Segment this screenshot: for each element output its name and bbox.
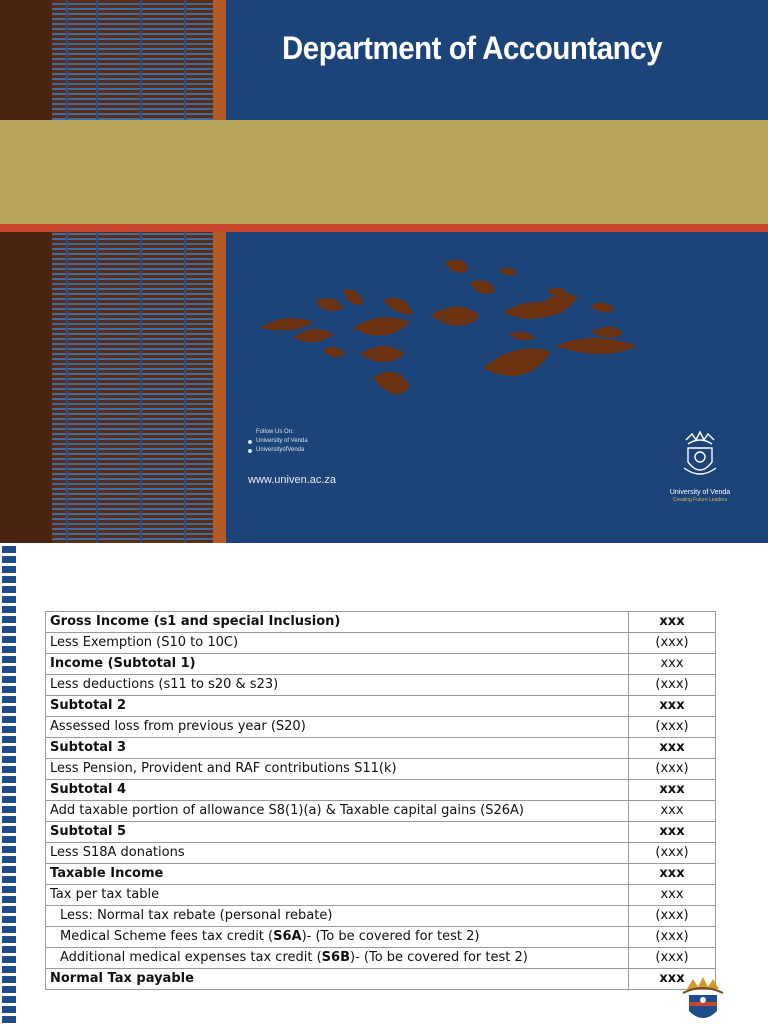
row-label: Less Pension, Provident and RAF contributions S11(k) — [46, 759, 629, 780]
social-instagram[interactable] — [248, 446, 308, 455]
row-amount: (xxx) — [629, 927, 716, 948]
row-label: Gross Income (s1 and special Inclusion) — [46, 612, 629, 633]
row-label: Normal Tax payable — [46, 969, 629, 990]
pattern-divider — [140, 0, 142, 543]
woven-pattern — [52, 0, 225, 543]
tax-computation-table — [45, 611, 716, 990]
row-label: Assessed loss from previous year (S20) — [46, 717, 629, 738]
row-label: Less S18A donations — [46, 843, 629, 864]
table-row — [46, 780, 716, 801]
row-amount: xxx — [629, 885, 716, 906]
row-label: Less deductions (s11 to s20 & s23) — [46, 675, 629, 696]
table-row — [46, 654, 716, 675]
row-amount: (xxx) — [629, 717, 716, 738]
row-label-pre: Medical Scheme fees tax credit ( — [60, 929, 274, 944]
table-row — [46, 801, 716, 822]
row-label: Subtotal 5 — [46, 822, 629, 843]
row-amount: xxx — [629, 612, 716, 633]
row-label: Taxable Income — [46, 864, 629, 885]
table-row — [46, 864, 716, 885]
row-label — [50, 927, 479, 947]
row-label-section: S6B — [321, 950, 350, 965]
row-label-section: S6A — [273, 929, 302, 944]
brown-shapes-decoration — [255, 250, 655, 410]
left-square-border — [2, 546, 16, 1024]
red-band — [0, 224, 768, 232]
dark-brown-strip — [0, 0, 52, 543]
row-amount: xxx — [629, 654, 716, 675]
row-label: Less: Normal tax rebate (personal rebate) — [60, 908, 333, 923]
row-amount: (xxx) — [629, 843, 716, 864]
row-amount: (xxx) — [629, 759, 716, 780]
row-label-cell — [46, 906, 629, 927]
university-logo — [660, 430, 740, 503]
social-follow-block — [248, 428, 308, 455]
row-label: Less Exemption (S10 to 10C) — [46, 633, 629, 654]
table-row — [46, 633, 716, 654]
table-row — [46, 717, 716, 738]
social-label: University of Venda — [256, 438, 308, 444]
row-label-cell — [46, 927, 629, 948]
row-label — [50, 948, 528, 968]
table-row — [46, 759, 716, 780]
row-amount: (xxx) — [629, 633, 716, 654]
university-crest-icon — [678, 430, 722, 482]
row-label: Tax per tax table — [46, 885, 629, 906]
row-label-post: )- (To be covered for test 2) — [350, 950, 528, 965]
gold-band — [0, 120, 768, 224]
table-row — [46, 906, 716, 927]
row-label-post: )- (To be covered for test 2) — [301, 929, 480, 944]
table-row — [46, 948, 716, 969]
row-label-cell — [46, 948, 629, 969]
table-row — [46, 675, 716, 696]
follow-heading: Follow Us On: — [256, 429, 294, 435]
row-amount: xxx — [629, 969, 716, 990]
row-amount: xxx — [629, 780, 716, 801]
table-row — [46, 612, 716, 633]
department-title: Department of Accountancy — [282, 30, 663, 66]
row-amount: xxx — [629, 864, 716, 885]
row-label: Subtotal 4 — [46, 780, 629, 801]
row-label: Income (Subtotal 1) — [46, 654, 629, 675]
row-label: Subtotal 3 — [46, 738, 629, 759]
row-amount: xxx — [629, 822, 716, 843]
website-link[interactable]: www.univen.ac.za — [248, 474, 337, 486]
table-row — [46, 885, 716, 906]
university-crest-icon — [675, 975, 731, 1024]
table-row — [46, 927, 716, 948]
social-facebook[interactable] — [248, 437, 308, 446]
row-amount: xxx — [629, 738, 716, 759]
pattern-divider — [96, 0, 98, 543]
row-label: Subtotal 2 — [46, 696, 629, 717]
pattern-divider — [184, 0, 186, 543]
pattern-divider — [66, 0, 68, 543]
facebook-icon — [248, 440, 252, 444]
row-label: Add taxable portion of allowance S8(1)(a) & Taxable capital gains (S26A) — [46, 801, 629, 822]
row-amount: (xxx) — [629, 675, 716, 696]
row-amount: (xxx) — [629, 906, 716, 927]
row-label-pre: Additional medical expenses tax credit ( — [60, 950, 322, 965]
social-label: UniversityofVenda — [256, 447, 305, 453]
orange-accent-strip — [213, 0, 226, 543]
crest-name: University of Venda — [669, 489, 731, 496]
table-row — [46, 822, 716, 843]
table-row — [46, 696, 716, 717]
table-row — [46, 843, 716, 864]
row-amount: xxx — [629, 696, 716, 717]
row-amount: xxx — [629, 801, 716, 822]
row-amount: (xxx) — [629, 948, 716, 969]
table-row — [46, 969, 716, 990]
crest-tagline: Creating Future Leaders — [672, 497, 728, 503]
instagram-icon — [248, 449, 252, 453]
table-row — [46, 738, 716, 759]
